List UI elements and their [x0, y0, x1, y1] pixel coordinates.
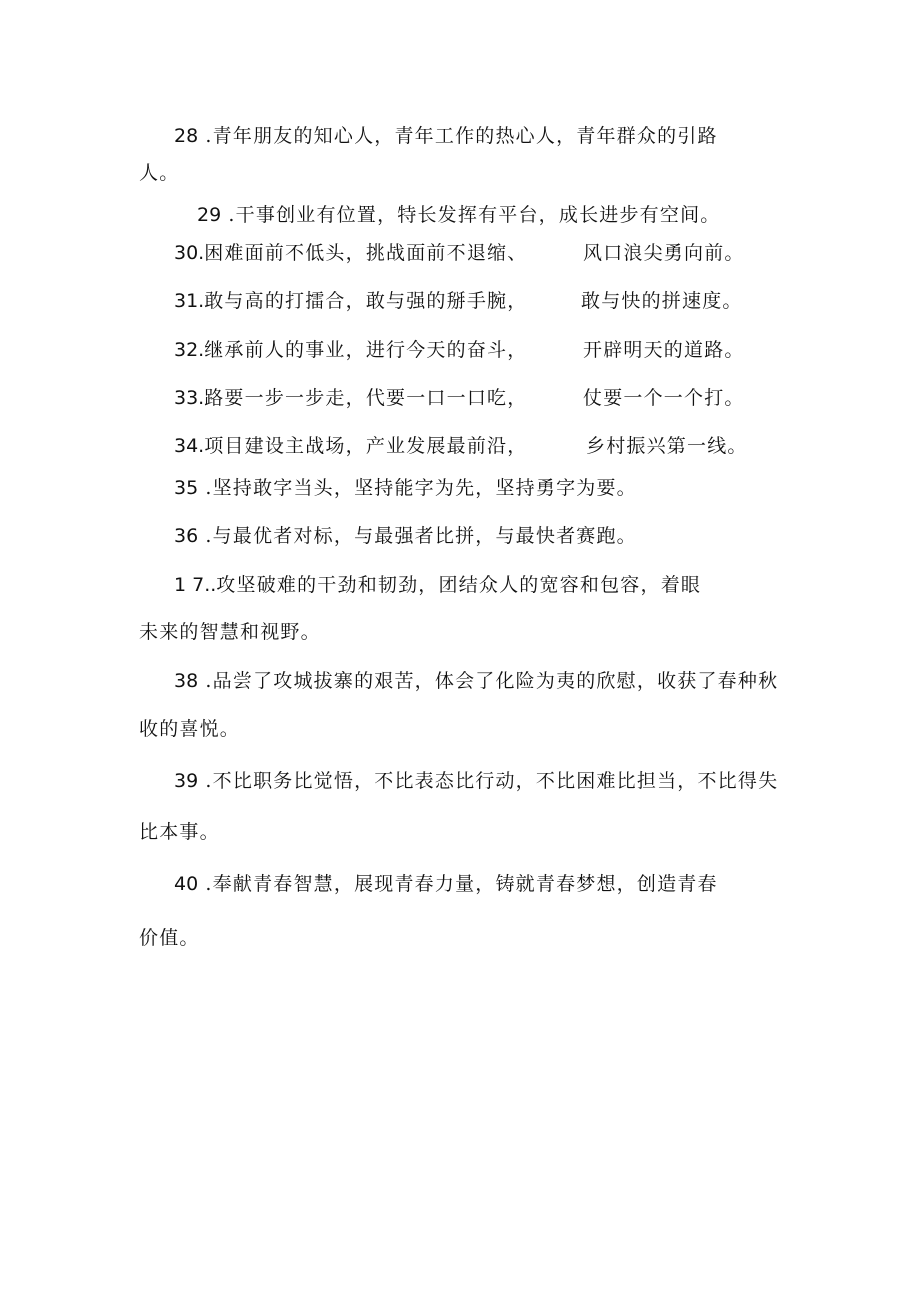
item-separator: .	[198, 125, 213, 147]
item-text-continuation: 未来的智慧和视野。	[139, 621, 321, 643]
item-text-part2: 仗要一个一个打。	[583, 387, 745, 409]
item-text: 奉献青春智慧，展现青春力量，铸就青春梦想，创造青春	[212, 873, 718, 895]
item-text-continuation: 比本事。	[139, 821, 220, 843]
slogan-32	[174, 337, 527, 363]
slogan-32-part2	[583, 337, 745, 363]
slogan-33	[174, 385, 527, 411]
item-text-part2: 开辟明天的道路。	[583, 339, 745, 361]
item-text-part1: 敢与高的打擂合，敢与强的掰手腕，	[204, 290, 528, 312]
slogan-38-continuation	[139, 716, 240, 742]
slogan-28-continuation	[139, 160, 179, 186]
item-text: 坚持敢字当头，坚持能字为先，坚持勇字为要。	[212, 477, 637, 499]
item-separator: .	[198, 670, 213, 692]
item-text: 攻坚破难的干劲和韧劲，团结众人的宽容和包容，着眼	[216, 574, 702, 596]
slogan-29	[197, 202, 720, 228]
slogan-28	[174, 123, 718, 149]
slogan-34	[174, 433, 527, 459]
slogan-31	[174, 288, 527, 314]
slogan-39	[174, 768, 778, 794]
item-number: 36	[174, 525, 199, 547]
slogan-31-part2	[581, 288, 743, 314]
item-number: 35	[174, 477, 199, 499]
item-number: 38	[174, 670, 199, 692]
slogan-37-continuation	[139, 619, 321, 645]
item-number: 28	[174, 125, 199, 147]
item-text-continuation: 价值。	[139, 927, 200, 949]
item-number: 40	[174, 873, 199, 895]
item-separator: .	[198, 770, 213, 792]
slogan-38	[174, 668, 778, 694]
item-text-continuation: 人。	[139, 162, 180, 184]
item-text-part2: 乡村振兴第一线。	[586, 435, 748, 457]
item-number: 39	[174, 770, 199, 792]
item-number: 31.	[174, 290, 205, 312]
item-text-part2: 风口浪尖勇向前。	[583, 242, 745, 264]
slogan-40-continuation	[139, 925, 200, 951]
item-separator: .	[198, 477, 213, 499]
item-text-continuation: 收的喜悦。	[139, 718, 241, 740]
item-number: 29	[197, 204, 222, 226]
item-text: 与最优者对标，与最强者比拼，与最快者赛跑。	[212, 525, 637, 547]
slogan-34-part2	[586, 433, 748, 459]
slogan-30-part2	[583, 240, 745, 266]
item-number: 30.	[174, 242, 205, 264]
slogan-37	[174, 572, 701, 598]
item-separator: .	[221, 204, 236, 226]
item-text-part1: 困难面前不低头，挑战面前不退缩、	[204, 242, 528, 264]
item-number: 34.	[174, 435, 205, 457]
slogan-39-continuation	[139, 819, 220, 845]
item-number: 33.	[174, 387, 205, 409]
item-text-part1: 路要一步一步走，代要一口一口吃，	[204, 387, 528, 409]
slogan-36	[174, 523, 637, 549]
slogan-40	[174, 871, 718, 897]
item-separator: .	[198, 525, 213, 547]
item-text-part2: 敢与快的拼速度。	[581, 290, 743, 312]
item-text: 品尝了攻城拔寨的艰苦，体会了化险为夷的欣慰，收获了春种秋	[212, 670, 779, 692]
item-number: 32.	[174, 339, 205, 361]
slogan-30	[174, 240, 527, 266]
item-number: 1 7..	[174, 574, 217, 596]
slogan-35	[174, 475, 637, 501]
item-text: 青年朋友的知心人，青年工作的热心人，青年群众的引路	[212, 125, 718, 147]
slogan-33-part2	[583, 385, 745, 411]
item-separator: .	[198, 873, 213, 895]
item-text-part1: 继承前人的事业，进行今天的奋斗，	[204, 339, 528, 361]
item-text: 干事创业有位置，特长发挥有平台，成长进步有空间。	[235, 204, 721, 226]
item-text-part1: 项目建设主战场，产业发展最前沿，	[204, 435, 528, 457]
item-text: 不比职务比觉悟，不比表态比行动，不比困难比担当，不比得失	[212, 770, 779, 792]
